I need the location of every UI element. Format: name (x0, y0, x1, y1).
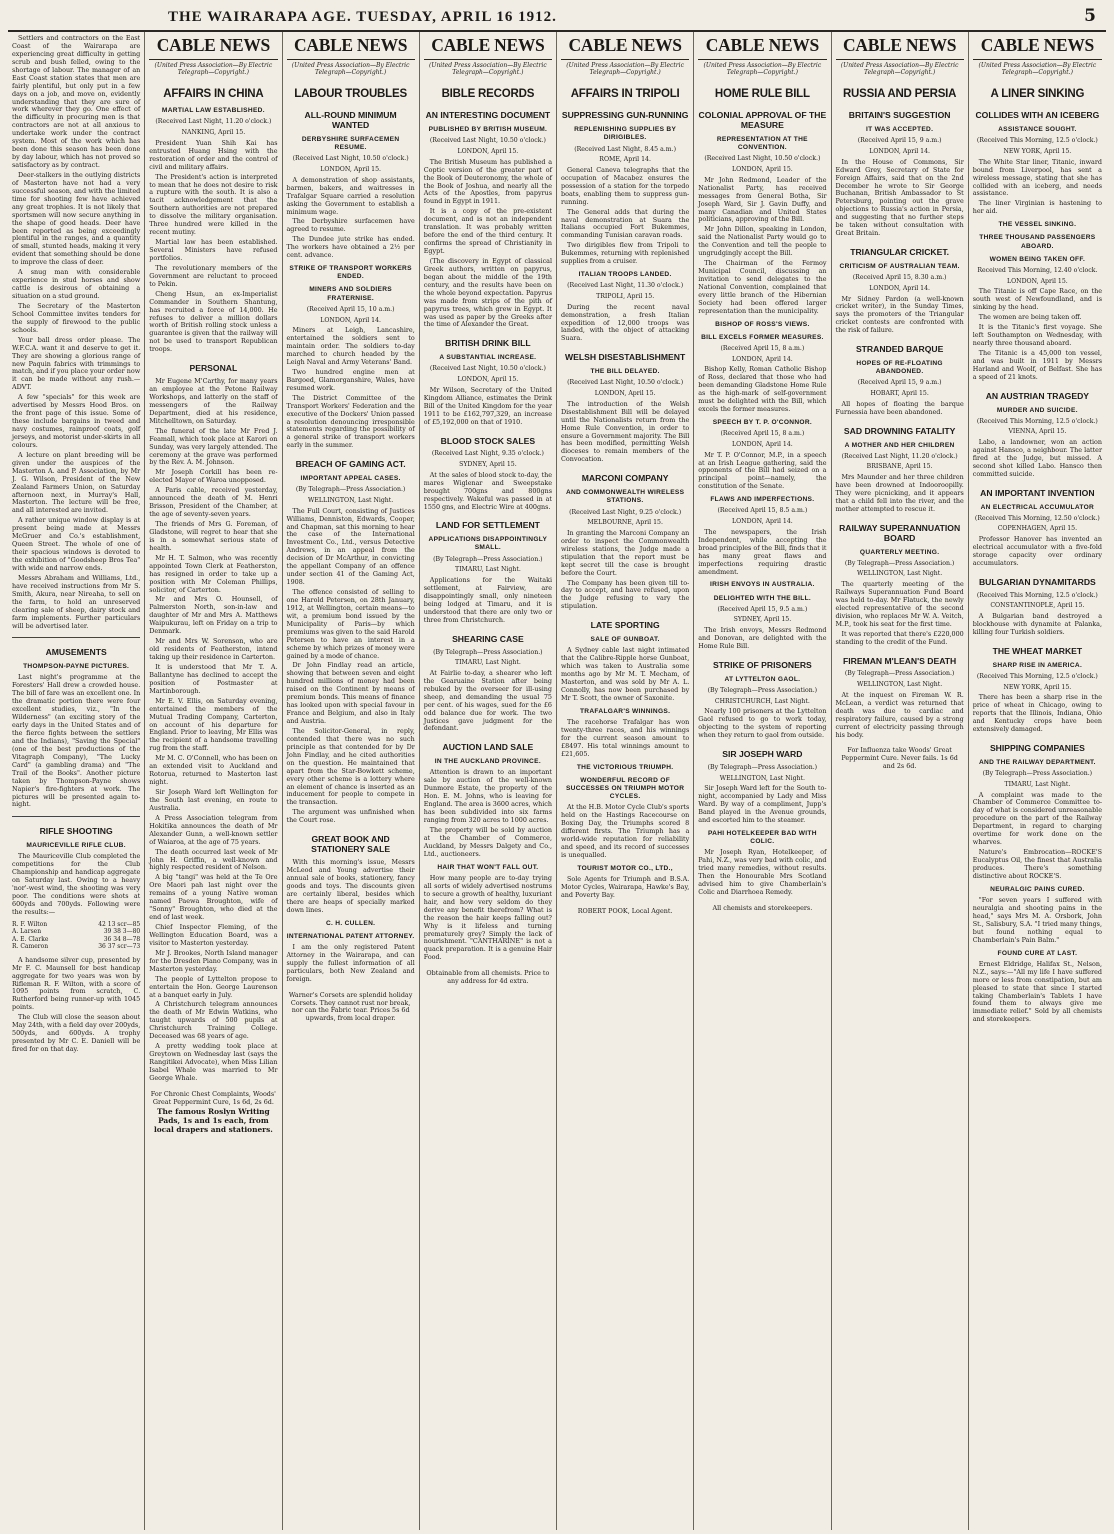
paragraph: The Secretary of the Masterton School Committee invites tenders for the supply of firewood to the public schools. (12, 301, 141, 334)
received-line: (Received Last Night, 10.50 o'clock.) (429, 365, 546, 373)
masthead (8, 6, 1106, 32)
subheading: A SUBSTANTIAL INCREASE. (439, 354, 537, 362)
paragraph: Ernest Eldridge, Halifax St., Nelson, N.Z., says:—"All my life I have suffered more or less from constipation, but am pleased to state that since I started taking Chamberlain's Tablets I have found them to always give me immediate relief." Sold by all chemists and storekeepers. (972, 959, 1102, 1024)
subheading: DERBYSHIRE SURFACEMEN RESUME. (301, 136, 400, 152)
paragraph: Two hundred engine men at Bargoed, Glamorganshire, Wales, have resumed work. (286, 367, 415, 392)
received-line: Received This Morning, 12.40 o'clock. (977, 266, 1098, 274)
received-line: (Received April 15, 9 a.m.) (857, 137, 942, 145)
columns (8, 32, 1106, 1530)
subheading: APPLICATIONS DISAPPOINTINGLY SMALL. (428, 536, 548, 552)
paragraph: The Chairman of the Fermoy Municipal Council, discussing an invitation to send delegates to the National Convention, complained that every little branch of the Hibernian Society had been offered larger representation than the municipality. (698, 259, 827, 315)
subheading: TOURIST MOTOR CO., LTD., (577, 864, 673, 872)
dateline: SYDNEY, April 15. (733, 616, 792, 624)
subheading: STRIKE OF TRANSPORT WORKERS ENDED. (289, 265, 412, 281)
section-heading: WELSH DISESTABLISHMENT (565, 352, 686, 363)
paragraph: It was reported that there's £220,000 standing to the credit of the Fund. (835, 629, 964, 646)
article-headline: HOME RULE BILL (714, 88, 810, 101)
subheading: FOUND CURE AT LAST. (997, 949, 1078, 957)
paragraph: The death occurred last week of Mr John H. Griffin, a well-known and highly respected resident of Nelson. (149, 847, 278, 872)
article-headline: BIBLE RECORDS (441, 88, 535, 101)
paragraph: The Mauriceville Club completed the competitions for the Club Championship and handicap aggregate on Saturday last. Owing to a heavy 'nor'-west wind, the shooting was very poor. The conditions were shots at 600yds and 700yds. Following were the results:— (12, 852, 141, 917)
paragraph: A Sydney cable last night intimated that the Calibre-Ripple horse Gunboat, which was taken to Australia some months ago by Mr M. T. Mecham, of Masterton, and was sold by Mr A. L. Connolly, has now been purchased by Mr T. Scott, the owner of Saxonite. (561, 646, 690, 702)
paragraph: The newspapers, the Irish Independent, while accepting the broad principles of the Bill, finds that it has many great flaws and imperfections requiring drastic amendment. (698, 527, 827, 576)
paragraph: It is the Titanic's first voyage. She left Southampton on Wednesday, with nearly three thousand aboard. (972, 323, 1102, 347)
paragraph: The Dundee jute strike has ended. The workers have obtained a 2½ per cent. advance. (286, 235, 415, 260)
paragraph: The friends of Mrs G. Foreman, of Gladstone, will regret to hear that she is in a somewhat serious state of health. (149, 520, 278, 552)
dateline: TIMARU, Last Night. (454, 566, 521, 574)
paragraph: The liner Virginian is hastening to her aid. (972, 199, 1102, 216)
paragraph: Dr John Findlay read an article, showing that between seven and eight hundred millions of money had been raised on the Continent by means of premium bonds. This means of finance has looked upon with special favour in France and Belgium, and also in Italy and Austria. (286, 661, 415, 726)
received-line: (Received Last Night, 11.20 o'clock.) (155, 118, 272, 126)
section-heading: AMUSEMENTS (45, 647, 107, 658)
subheading: CRITICISM OF AUSTRALIAN TEAM. (839, 262, 960, 270)
section-heading: RIFLE SHOOTING (39, 826, 113, 837)
cable-news-banner: CABLE NEWS (836, 35, 964, 60)
subheading: HOPES OF RE-FLOATING ABANDONED. (856, 360, 943, 376)
received-line: (Received Last Night, 11.30 o'clock.) (567, 282, 684, 290)
paragraph: In the House of Commons, Sir Edward Grey, Secretary of State for Foreign Affairs, said that on the 2nd December he wrote to Sir George Buchanan, British Ambassador to St Petersburg, pointing out the grave objections to Russia's action in Persia, and suggesting that no further steps be taken without consultation with Great Britain. (835, 157, 964, 238)
subheading: IRISH ENVOYS IN AUSTRALIA. (710, 581, 815, 589)
paragraph: The people of Lyttelton propose to entertain the Hon. George Laurenson at a banquet early in July. (149, 974, 278, 999)
paragraph: Mr H. T. Salmon, who was recently appointed Town Clerk at Featherston, has resigned in order to take up a position with Mr Coleman Phillips, solicitor, of Carterton. (149, 553, 278, 594)
section-heading: GREAT BOOK AND STATIONERY SALE (311, 834, 391, 855)
section-heading: PERSONAL (189, 363, 238, 374)
subheading: SPEECH BY T. P. O'CONNOR. (712, 419, 813, 427)
paragraph: All hopes of floating the barque Furnessia have been abandoned. (835, 399, 964, 416)
paragraph: Mr John Redmond, Leader of the Nationalist Party, has received messages from General Botha, Sir Joseph Ward, Sir J. Gavin Duffy, and many Canadian and United States politicians, approving of the Bill. (698, 175, 827, 224)
paragraph: The Club will close the season about May 24th, with a field day over 200yds, 500yds, and 600yds. A trophy presented by Mr C. E. Daniell will be fired for on that day. (12, 1013, 141, 1054)
section-heading: LATE SPORTING (590, 620, 660, 631)
dateline: LONDON, April 14. (320, 316, 381, 324)
paragraph: Applications for the Waitaki settlement, at Fairview, are disappointingly small, only nineteen being lodged at Timaru, and it is understood that there are only two or three from Christchurch. (423, 576, 552, 624)
subheading: THE VICTORIOUS TRIUMPH. (576, 763, 674, 771)
article-headline: RUSSIA AND PERSIA (842, 88, 957, 101)
paragraph: A rather unique window display is at present being made at Messrs McGruer and Co.'s establishment, Queen Street. The whole of one of their spacious windows is devoted to the exhibition of "Goodsheep Bros Tea" with wide and narrow ends. (12, 516, 141, 572)
section-heading: THE WHEAT MARKET (992, 645, 1083, 656)
paragraph: The British Museum has published a Coptic version of the greater part of the Book of Deuteronomy, the whole of the Book of Joshua, and nearly all the Acts of the Apostles, from papyrus found in Egypt in 1911. (423, 157, 552, 206)
paragraph: President Yuan Shih Kai has entrusted Huang Hsing with the restoration of order and the control of civil and military affairs. (149, 138, 278, 171)
dateline: LONDON, April 15. (732, 166, 793, 174)
cable-news-banner: CABLE NEWS (287, 35, 415, 60)
paragraph: Mr and Mrs O. Hounsell, of Palmerston North, son-in-law and daughter of Mr and Mrs A. Matthews Waipukurau, left on Friday on a trip to Denmark. (149, 595, 278, 636)
press-credit: (United Press Association—By Electric Telegraph—Copyright.) (429, 61, 547, 76)
subheading: MURDER AND SUICIDE. (996, 406, 1078, 414)
divider (12, 816, 140, 817)
section-heading: AN INTERESTING DOCUMENT (425, 110, 551, 121)
paragraph: The Solicitor-General, in reply, contended that there was no such principle as that contended for by Dr John Findlay, and he cited authorities on the question. He maintained that apart from the Star-Bowkett scheme, every other scheme is a lottery where an element of chance is inserted as an inducement for people to compete in the transaction. (286, 726, 415, 807)
received-line: (Received This Morning, 12.50 o'clock.) (974, 514, 1100, 522)
section-heading: COLONIAL APPROVAL OF THE MEASURE (698, 110, 827, 131)
paragraph: The revolutionary members of the Government are reluctant to proceed to Pekin. (149, 263, 278, 288)
paragraph: Mr T. P. O'Connor, M.P., in a speech at an Irish League gathering, said the opponents of the Bill had seized on a principal point—namely, the constitution of the Senate. (698, 450, 827, 491)
masthead-title: THE WAIRARAPA AGE. TUESDAY, APRIL 16 1912. (168, 9, 557, 25)
column-8 (969, 32, 1106, 1530)
paragraph: A handsome silver cup, presented by Mr F. C. Maunsell for best handicap aggregate for two years was won by Rifleman R. F. Wilton, with a score of 1095 points from scratch, C. Rutherford being runner-up with 1045 points. (12, 955, 141, 1012)
subheading: BILL EXCELS FORMER MEASURES. (701, 333, 824, 341)
received-line: (Received Last Night, 10.50 o'clock.) (292, 155, 409, 163)
paragraph: The Company has been given till to-day to accept, and have refused, upon the Judge refusing to vary the stipulation. (561, 578, 690, 611)
subheading: WOMEN BEING TAKEN OFF. (989, 255, 1086, 263)
press-credit: (United Press Association—By Electric Telegraph—Copyright.) (978, 61, 1097, 76)
subheading: THE VESSEL SINKING. (998, 221, 1077, 229)
subheading: AT LYTTELTON GAOL. (724, 675, 801, 683)
paragraph: Mr Wilson, Secretary of the United Kingdom Alliance, estimates the Drink Bill of the United Kingdom for the year 1911 to be £162,797,329, an increase of £5,192,000 on that of 1910. (423, 385, 552, 426)
paragraph: A lecture on plant breeding will be given under the auspices of the Masterton A. and P. Association, by Mr J. G. Wilson, President of the New Zealand Farmers Union, on Saturday afternoon next, in Murray's Hall, Masterton. The lecture will be free, and all interested are invited. (12, 450, 141, 515)
advertisement: For Chronic Chest Complaints, Woods' Great Peppermint Cure, 1s 6d, 2s 6d. The famous Roslyn Writing Pads, 1s and 1s each, from local drapers and stationers. (150, 1089, 276, 1135)
subheading: PAHI HOTELKEEPER BAD WITH COLIC. (707, 830, 817, 846)
subheading: IMPORTANT APPEAL CASES. (300, 475, 401, 483)
section-heading: BREACH OF GAMING ACT. (295, 459, 406, 470)
score-table (12, 921, 140, 951)
section-heading: BRITISH DRINK BILL (445, 338, 531, 349)
advertisement: Warner's Corsets are splendid holiday Corsets. They cannot rust nor break, nor can the Fabric tear. Prices 5s 6d upwards, from local draper. (288, 990, 413, 1023)
paragraph: Mr J. Brookes, North Island manager for the Dresden Piano Company, was in Masterton yesterday. (149, 948, 278, 973)
dateline: NEW YORK, April 15. (1003, 683, 1072, 691)
paragraph: The argument was unfinished when the Court rose. (286, 808, 415, 825)
subheading: REPLENISHING SUPPLIES BY DIRIGIBLES. (574, 126, 677, 142)
article-headline: AFFAIRS IN TRIPOLI (570, 88, 680, 101)
paragraph: With this morning's issue, Messrs McLeod and Young advertise their annual sale of books, stationery, fancy goods and toys. The discounts given are certainly liberal, besides which there are heaps of specially marked down lines. (286, 857, 415, 914)
section-heading: AN AUSTRIAN TRAGEDY (985, 390, 1090, 401)
cable-news-banner: CABLE NEWS (424, 35, 552, 60)
dateline: BRISBANE, April 15. (866, 463, 933, 471)
dateline: LONDON, April 14. (732, 518, 793, 526)
dateline: NEW YORK, April 15. (1003, 148, 1072, 156)
section-heading: FIREMAN M'LEAN'S DEATH (842, 655, 957, 666)
paragraph: The Full Court, consisting of Justices Williams, Denniston, Edwards, Cooper, and Chapman, sat this morning to hear the case of the International Investment Co., Ltd., versus Detective Andrews, in an appeal from the decision of Dr McArthur, in convicting the appellant Company of an offence under section 41 of the Gaming Act, 1908. (286, 506, 415, 587)
paragraph: A big "tangi" was held at the Te Ore Ore Maori pah last night over the remains of a young Native woman named Paewa Broughton, wife of "Sonny" Broughton, who died at the end of last week. (149, 873, 278, 922)
press-credit: (United Press Association—By Electric Telegraph—Copyright.) (154, 61, 273, 76)
paragraph: Mr and Mrs W. Sorenson, who are old residents of Featherston, intend taking up their residence in Carterton. (149, 637, 278, 662)
press-credit: (United Press Association—By Electric Telegraph—Copyright.) (703, 61, 822, 76)
dateline: LONDON, April 14. (869, 148, 930, 156)
paragraph: At the sales of blood stock to-day, the mares Wiglenar and Sweepstake brought 700gns and 800gns respectively. Wakeful was passed in at 1550 gns, and Electric Wire at 400gns. (423, 470, 552, 511)
press-credit: (United Press Association—By Electric Telegraph—Copyright.) (291, 61, 410, 76)
paragraph: The Irish envoys, Messrs Redmond and Donovan, are delighted with the Home Rule Bill. (698, 626, 827, 651)
advertisement: All chemists and storekeepers. (712, 904, 813, 913)
paragraph: It is understood that Mr T. A. Ballantyne has declined to accept the position of Postmaster at Martinborough. (149, 662, 278, 695)
paragraph: Mr Joseph Corkill has been re-elected Mayor of Waroa unopposed. (149, 468, 278, 485)
dateline: LONDON, April 14. (732, 440, 793, 448)
section-heading: AUCTION LAND SALE (442, 742, 534, 753)
section-heading: SHEARING CASE (452, 633, 524, 644)
section-heading: RAILWAY SUPERANNUATION BOARD (839, 522, 961, 543)
subheading: THE BILL DELAYED. (590, 368, 660, 376)
paragraph: Nearly 100 prisoners at the Lyttelton Gaol refused to go to work today, objecting to the system of reporting when they return to gaol from outside. (698, 707, 827, 740)
paragraph: The women are being taken off. (978, 313, 1082, 322)
paragraph: Professor Hanover has invented an electrical accumulator with a five-fold storage capacity over ordinary accumulators. (972, 535, 1102, 567)
subheading: A MOTHER AND HER CHILDREN (844, 441, 955, 449)
received-line: (Received Last Night, 9.25 o'clock.) (569, 508, 682, 516)
subheading: INTERNATIONAL PATENT ATTORNEY. (286, 932, 415, 940)
paragraph: Mr E. V. Ellis, on Saturday evening, entertained the members of the Mutual Trading Company, Carterton, on account of his departure for England. Prior to leaving, Mr Ellis was the recipient of a handsome travelling rug from the staff. (149, 696, 278, 753)
paragraph: Nature's Embrocation—ROCKE'S Eucalyptus Oil, the finest that Australia produces. There's something distinctive about ROCKE'S. (972, 848, 1102, 880)
received-line: (Received April 15, 8.30 a.m.) (852, 274, 947, 282)
cable-news-banner: CABLE NEWS (973, 35, 1102, 60)
score-row: R. F. Wilton 42 13 scr—85 (12, 920, 141, 928)
subheading: MARTIAL LAW ESTABLISHED. (161, 107, 265, 115)
paragraph: There has been a sharp rise in the price of wheat in Chicago, owing to reports that the Illinois, Indiana, Ohio and Kentucky crops have been extensively damaged. (972, 693, 1102, 734)
received-line: (Received Last Night, 10.50 o'clock.) (429, 137, 546, 145)
dateline: VIENNA, April 15. (1008, 428, 1067, 436)
paragraph: The White Star liner, Titanic, inward bound from Liverpool, has sent a wireless message, stating that she has collided with an iceberg, and needs assistance. (972, 157, 1102, 198)
paragraph: A Paris cable, received yesterday, announced the death of M. Henri Brisson, President of the Chamber, at the age of seventy-seven years. (149, 486, 278, 519)
paragraph: The property will be sold by auction at the Chamber of Commerce, Auckland, by Messrs Dalgety and Co., Ltd., auctioneers. (423, 826, 552, 858)
received-line: (Received Last Night, 8.45 a.m.) (574, 145, 676, 153)
paragraph: The funeral of the late Mr Fred J. Feamall, which took place at Karori on Sunday, was very largely attended. The ceremony at the grave was performed by the Rev. A. M. Johnson. (149, 426, 278, 467)
paragraph: A Bulgarian band destroyed a blockhouse with dynamite at Palanka, killing four Turkish soldiers. (972, 612, 1102, 637)
subheading: HAIR THAT WON'T FALL OUT. (437, 863, 539, 871)
paragraph: Sir Joseph Ward left for the South to-night, accompanied by Lady and Miss Ward. By way of a compliment, Jupp's Band played in the Avenue grounds, and escorted him to the steamer. (698, 784, 827, 825)
subheading: AN ELECTRICAL ACCUMULATOR (980, 503, 1095, 511)
received-line: (By Telegraph—Press Association.) (844, 670, 955, 678)
paragraph: Deer-stalkers in the outlying districts of Masterton have not had a very successful season, and with the limited time for shooting few have achieved any great trophies. It is not likely that sportsmen will now secure anything in the shape of good heads. Deer have been reported as being exceedingly plentiful in the ranges, and a quantity of small, stunted heads, making it very evident that something should be done to improve the class of deer. (12, 170, 141, 267)
paragraph: Mr Sidney Pardon (a well-known cricket writer), in the Sunday Times, says the promoters of the Triangular cricket contests are confronted with the risk of failure. (835, 294, 964, 335)
paragraph: A complaint was made to the Chamber of Commerce Committee to-day of what is considered unreasonable procedure on the part of the Railway Department, in regard to charging overtime for work done on the wharves. (972, 790, 1102, 847)
paragraph: The Titanic is off Cape Race, on the south west of Newfoundland, and is sinking by the head. (972, 287, 1102, 312)
paragraph: In granting the Marconi Company an order to inspect the Commonwealth wireless stations, the Judge made a stipulation that the report must be kept secret till the case is brought before the Court. (561, 528, 690, 577)
paragraph: Attention is drawn to an important sale by auction of the well-known Dunmore Estate, the property of the Hon. E. M. Johns, who is leaving for England. The area is 3600 acres, which has been subdivided into six farms ranging from 320 acres to 1000 acres. (423, 768, 552, 825)
column-2 (145, 32, 282, 1530)
paragraph: How many people are to-day trying all sorts of widely advertised nostrums to secure a growth of healthy, luxuriant hair, and how very seldom do they derive any benefit therefrom? What is the reason the hair keeps falling out? Why is it lifeless and turning prematurely grey? Simply the lack of nourishment. "CANTHARINE" is not a quack preparation. It is a genuine Hair Food. (423, 873, 552, 962)
paragraph: Last night's programme at the Foresters' Hall drew a crowded house. The bill of fare was an excellent one. In the dramatic portion there were four excellent studies, viz., "In the Wilderness" (an exciting story of the early days in the United States and of the fierce fights between the settlers and the Indians), "Saving the Special" (one of the best productions of the Vitagraph Company), "The Lucky Card" (a gambling drama) and "The Trail of the Books". Another picture taken by Thompson-Payne shows Napier's fire-fighters at work. The pictures will be presented again to-night. (12, 673, 141, 809)
paragraph: Mr M. C. O'Connell, who has been on an extended visit to Auckland and Rotorua, returned to Masterton last night. (149, 754, 278, 787)
subheading: MAURICEVILLE RIFLE CLUB. (26, 842, 126, 850)
divider (12, 637, 140, 638)
paragraph: At the H.B. Motor Cycle Club's sports held on the Hastings Racecourse on Boxing Day, the Triumphs scored 8 different firsts. The Triumph has a world-wide reputation for reliability and speed, and its record of successes is unequalled. (561, 803, 690, 860)
received-line: (Received April 15, 10 a.m.) (306, 305, 395, 313)
received-line: (Received This Morning, 12.5 o'clock.) (976, 673, 1098, 681)
dateline: WELLINGTON, Last Night. (719, 774, 805, 782)
paragraph: (The discovery in Egypt of classical Greek authors, written on papyrus, began about the middle of the 19th century, and the results have been on the whole beyond expectation. Papyrus was made from strips of the pith of papyrus trees, which grew in Egypt. It was used as paper by the Greeks after the time of Alexander the Great. (423, 256, 552, 329)
paragraph: The racehorse Trafalgar has won twenty-three races, and his winnings for the current season amount to £8497. His total winnings amount to £21,605. (561, 718, 690, 758)
paragraph: Sir Joseph Ward left Wellington for the South last evening, en route to Australia. (149, 788, 278, 812)
dateline: LONDON, April 15. (457, 148, 519, 156)
paragraph: Mr Eugene M'Carthy, for many years an employee at the Petone Railway Workshops, and latterly on the staff of messengers of the Railway Department, died at his residence, Mitchelltown, on Saturday. (149, 377, 278, 425)
score-row: R. Cameron 36 37 scr—73 (12, 943, 141, 951)
received-line: (Received April 15, 8.5 a.m.) (717, 507, 808, 515)
received-line: (Received April 15, 9.5 a.m.) (717, 605, 808, 613)
section-heading: ALL-ROUND MINIMUM WANTED (304, 110, 397, 131)
dateline: CHRISTCHURCH, Last Night. (714, 697, 810, 705)
subheading: MINERS AND SOLDIERS FRATERNISE. (309, 286, 392, 302)
paragraph: During the recent naval demonstration, a fresh Italian expedition of 12,000 troops was landed, with the object of attacking Suara. (561, 302, 690, 343)
dateline: NANKING, April 15. (181, 129, 246, 137)
received-line: (By Telegraph—Press Association.) (982, 770, 1093, 778)
subheading: THOMPSON-PAYNE PICTURES. (23, 663, 130, 671)
section-heading: COLLIDES WITH AN ICEBERG (975, 110, 1100, 121)
article-headline: A LINER SINKING (990, 88, 1085, 101)
paragraph: A Press Association telegram from Hokitika announces the death of Mr Alexander Gunn, a well-known settler of Waiaroa, at the age of 75 years. (149, 813, 278, 846)
subheading: ITALIAN TROOPS LANDED. (578, 271, 672, 279)
paragraph: "For seven years I suffered with neuralgia and shooting pains in the head," says Mrs M. A. Orsbork, John St., Salisbury, S.A. "I tried many things, but found nothing equal to Chamberlain's Pain Balm." (972, 896, 1102, 944)
received-line: (By Telegraph—Press Association.) (707, 687, 818, 695)
paragraph: Bishop Kelly, Roman Catholic Bishop of Ross, declared that those who had been demanding Gladstone Home Rule as the high-mark of self-government must be delighted with the Bill, which excels the former measures. (698, 365, 827, 414)
paragraph: Settlers and contractors on the East Coast of the Wairarapa are experiencing great difficulty in getting scrub and bush felled, owing to the shortage of labour. The manager of an East Coast station states that men are fairly plentiful, but only put in a few days on a job, and move on, evidently understanding that they are sure of work wherever they go. One effect of the difficulty in procuring men is that contractors are not at all anxious to undertake work under the contract system. Most of the work which has been done this season has been done by day labour, which has not proved so satisfactory as by contract. (12, 34, 141, 169)
paragraph: The District Committee of the Transport Workers' Federation and the executive of the Dockers' Union passed a resolution denouncing irresponsible statements regarding the possibility of a general strike of transport workers early in the summer. (286, 393, 415, 450)
paragraph: Mr Joseph Ryan, Hotelkeeper, of Pahi, N.Z., was very bad with colic, and tried many remedies, without results. Then the Honourable Mrs Scotland advised him to give Chamberlain's Colic and Diarrhoea Remedy. (698, 848, 827, 897)
paragraph: The quarterly meeting of the Railways Superannuation Fund Board was held to-day. Mr Flatuck, the newly elected representative of the second division, who replaces Mr W. A. Veitch, M.P., took his seat for the first time. (835, 580, 964, 628)
received-line: (Received This Morning, 12.5 o'clock.) (976, 417, 1098, 425)
subheading: AND COMMONWEALTH WIRELESS STATIONS. (565, 489, 685, 505)
subheading: SHARP RISE IN AMERICA. (992, 661, 1083, 669)
received-line: (Received Last Night, 11.20 o'clock.) (841, 452, 958, 460)
dateline: WELLINGTON, Last Night. (856, 570, 943, 578)
paragraph: A pretty wedding took place at Greytown on Wednesday last (says the Rangitikei Advocate), when Miss Lilian Isabel Whale was married to Mr George Whale. (149, 1042, 278, 1082)
cable-news-banner: CABLE NEWS (698, 35, 826, 60)
received-line: (Received Last Night, 9.35 o'clock.) (431, 450, 544, 458)
column-5 (557, 32, 694, 1530)
subheading: FLAWS AND IMPERFECTIONS. (710, 496, 815, 504)
paragraph: A snug man with considerable experience in stud horses and show cattle is desirous of obtaining a situation on a stud ground. (12, 268, 141, 300)
score-row: A. E. Clarke 36 34 8—78 (12, 935, 141, 943)
dateline: WELLINGTON, Last Night. (856, 681, 943, 689)
dateline: HOBART, April 15. (870, 390, 929, 398)
subheading: BISHOP OF ROSS'S VIEWS. (715, 320, 810, 328)
advertisement: For Influenza take Woods' Great Peppermint Cure. Never fails. 1s 6d and 2s 6d. (841, 746, 958, 771)
dateline: LONDON, April 14. (869, 284, 930, 292)
paragraph: General Caneva telegraphs that the occupation of Macabez ensures the possession of a station for the torpedo boats, enabling them to suppress gun-running. (561, 165, 690, 206)
dateline: LONDON, April 15. (320, 166, 381, 174)
dateline: LONDON, April 14. (732, 355, 793, 363)
received-line: (Received Last Night, 10.50 o'clock.) (567, 379, 684, 387)
dateline: TRIPOLI, April 15. (596, 292, 655, 300)
subheading: THREE THOUSAND PASSENGERS ABOARD. (979, 234, 1096, 250)
dateline: WELLINGTON, Last Night. (307, 496, 394, 504)
received-line: (Received This Morning, 12.5 o'clock.) (976, 591, 1098, 599)
article-headline: AFFAIRS IN CHINA (163, 88, 264, 101)
subheading: REPRESENTATION AT THE CONVENTION. (716, 136, 808, 152)
paragraph: I am the only registered Patent Attorney in the Wairarapa, and can supply the fullest information of all particulars, both New Zealand and foreign. (286, 942, 415, 983)
received-line: (By Telegraph—Press Association.) (433, 555, 543, 563)
paragraph: Miners at Leigh, Lancashire, entertained the soldiers sent to maintain order. The soldiers to-day marched to church headed by the Leigh Naval and Army Veterans' Band. (286, 326, 415, 366)
section-heading: BULGARIAN DYNAMITARDS (978, 576, 1096, 587)
column-3 (283, 32, 420, 1530)
section-heading: SHIPPING COMPANIES (989, 743, 1085, 754)
dateline: LONDON, April 15. (1007, 277, 1068, 285)
paragraph: A demonstration of shop assistants, barmen, bakers, and waitresses in Trafalgar Square carried a resolution asking the Government to establish a minimum wage. (286, 175, 415, 216)
section-heading: AN IMPORTANT INVENTION (980, 487, 1095, 498)
subheading: AND THE RAILWAY DEPARTMENT. (978, 758, 1096, 766)
dateline: ROME, April 14. (599, 156, 651, 164)
advertisement: Obtainable from all chemists. Price to any address for 4d extra. (426, 969, 550, 986)
paragraph: A Christchurch telegram announces the death of Mr Edwin Watkins, who taught upwards of 500 pupils at Christchurch Training College. Deceased was 68 years of age. (149, 1000, 278, 1041)
cable-news-banner: CABLE NEWS (149, 35, 277, 60)
paragraph: Chief Inspector Fleming, of the Wellington Education Board, was a visitor to Masterton yesterday. (149, 923, 278, 947)
paragraph: A few "specials" for this week are advertised by Messrs Hood Bros. on the front page of this issue. Some of these include bargains in tweed and navy costumes, rainproof coats, golf jerseys, and motorist under-skirts in all colours. (12, 393, 141, 449)
paragraph: The General adds that during the naval demonstration at Suara the Italians occupied Fort Bukemmes, commanding Tunisian caravan roads. (561, 207, 690, 240)
received-line: (By Telegraph—Press Association.) (844, 559, 955, 567)
dateline: LONDON, April 15. (594, 390, 656, 398)
section-heading: LAND FOR SETTLEMENT (435, 520, 540, 531)
subheading: ASSISTANCE SOUGHT. (998, 126, 1077, 134)
paragraph: The offence consisted of selling to one Harold Petersen, on 28th January, 1912, at Wellington, certain means—to wit, a premium bond issued by the Municipality of Paris—by which premiums was given to the said Harold Petersen to have an interest in a scheme by which prizes of money were gained by a mode of chance. (286, 588, 415, 660)
section-heading: STRANDED BARQUE (855, 344, 944, 355)
paragraph: The Derbyshire surfacemen have agreed to resume. (286, 217, 415, 234)
received-line: (Received April 15, 8 a.m.) (720, 345, 805, 353)
section-heading: BRITAIN'S SUGGESTION (848, 110, 951, 121)
paragraph: Cheng Hsun, an ex-Imperialist Commander in Southern Shantung, has recruited a force of 14,000. He refuses to deliver a million dollars worth of British rolling stock unless a guarantee is given that the railway will not be used to transport Republican troops. (149, 289, 278, 354)
column-7 (832, 32, 969, 1530)
subheading: SALE OF GUNBOAT. (590, 636, 660, 644)
advertisement: ROBERT POOK, Local Agent. (577, 906, 673, 915)
paragraph: At Fairlie to-day, a shearer who left the Gearuaine Station after being rebuked by the overseer for ill-using sheep, and demanding the usual 75 per cent. of his wages, sued for the £6 odd balance due for work. The two Justices gave judgment for the defendant. (423, 668, 552, 733)
dateline: CONSTANTINOPLE, April 15. (990, 602, 1085, 610)
section-heading: TRIANGULAR CRICKET. (850, 247, 950, 258)
subheading: DELIGHTED WITH THE BILL. (713, 594, 812, 602)
received-line: (By Telegraph—Press Association.) (707, 764, 818, 772)
received-line: (Received This Morning, 12.5 o'clock.) (976, 137, 1098, 145)
paragraph: Mr John Dillon, speaking in London, said the Nationalist Party would go to the Convention and tell the people to ungrudgingly accept the Bill. (698, 225, 827, 258)
section-heading: SUPPRESSING GUN-RUNNING (561, 110, 689, 121)
dateline: SYDNEY, April 15. (459, 461, 517, 469)
paragraph: Martial law has been established. Several Ministers have refused portfolios. (149, 238, 278, 262)
section-heading: BLOOD STOCK SALES (440, 435, 536, 446)
subheading: WONDERFUL RECORD OF SUCCESSES ON TRIUMPH MOTOR CYCLES. (565, 776, 685, 801)
subheading: IT WAS ACCEPTED. (866, 126, 934, 134)
paragraph: At the inquest on Fireman W. R. McLean, a verdict was returned that death was due to cardiac and respiratory failure, caused by a strong current of electricity passing through his body. (835, 690, 964, 739)
column-4 (420, 32, 557, 1530)
paragraph: Mrs Maunder and her three children have been drowned at Indooroopilly. They were picnicking, and it appears that a child fell into the river, and the mother attempted to rescue it. (835, 473, 964, 513)
section-heading: SIR JOSEPH WARD (722, 749, 803, 760)
received-line: (By Telegraph—Press Association.) (433, 648, 543, 656)
dateline: TIMARU, Last Night. (454, 659, 521, 667)
article-headline: LABOUR TROUBLES (294, 88, 407, 101)
paragraph: Labo, a landowner, won an action against Hansco, a neighbour. The latter fired at the Judge, but missed. A second shot killed Labo. Hansco then committed suicide. (972, 438, 1102, 478)
press-credit: (United Press Association—By Electric Telegraph—Copyright.) (840, 61, 959, 76)
subheading: C. H. CULLEN. (325, 919, 376, 927)
paragraph: Two dirigibles flew from Tripoli to Bukemmes, returning with replenished supplies from a cruiser. (561, 241, 690, 266)
paragraph: Messrs Abraham and Williams, Ltd., have received instructions from Mr S. Smith, Akura, near Nireaha, to sell on the farm, to hold an unreserved clearing sale of sheep, dairy stock and farm implements. Further particulars will be advertised later. (12, 573, 141, 630)
paragraph: It is a copy of the pre-existent document, and is not an independent translation. It was probably written before the end of the third century. It confirms the spread of Christianity in Egypt. (423, 207, 552, 256)
subheading: NEURALGIC PAINS CURED. (990, 885, 1085, 893)
received-line: (Received Last Night, 10.50 o'clock.) (704, 155, 821, 163)
subheading: QUARTERLY MEETING. (859, 548, 940, 556)
column-6 (694, 32, 831, 1530)
received-line: (By Telegraph—Press Association.) (295, 486, 406, 494)
paragraph: The President's action is interpreted to mean that he does not desire to risk a rupture with the south. It is also a tacit acknowledgement that the Southern authorities are not prepared to dissolve the military organisation. Three hundred were killed in the recent mutiny. (149, 172, 278, 237)
press-credit: (United Press Association—By Electric Telegraph—Copyright.) (566, 61, 684, 76)
score-row: A. Larsen 39 38 3—80 (12, 928, 141, 936)
section-heading: STRIKE OF PRISONERS (712, 659, 812, 670)
received-line: (Received April 15, 9 a.m.) (857, 379, 942, 387)
column-1 (8, 32, 145, 1530)
paragraph: The Titanic is a 45,000 ton vessel, and was built in 1911 by Messrs Harland and Woolf, of Belfast. She has a speed of 21 knots. (972, 348, 1102, 381)
dateline: MELBOURNE, April 15. (587, 519, 663, 527)
received-line: (Received April 15, 8 a.m.) (720, 430, 805, 438)
paragraph: The introduction of the Welsh Disestablishment Bill will be delayed until the Nationalists return from the Home Rule Convention, in order to ensure a Government majority. The Bill has been modified, permitting Welsh dioceses to remain members of the Convocation. (561, 399, 690, 464)
page-number: 5 (1084, 6, 1096, 26)
dateline: TIMARU, Last Night. (1004, 780, 1071, 788)
cable-news-banner: CABLE NEWS (561, 35, 689, 60)
subheading: TRAFALGAR'S WINNINGS. (579, 707, 671, 715)
dateline: COPENHAGEN, April 15. (997, 525, 1078, 533)
section-heading: SAD DROWNING FATALITY (843, 425, 956, 436)
subheading: IN THE AUCKLAND PROVINCE. (434, 758, 541, 766)
paragraph: Your ball dress order please. The W.F.C.A. want it and deserve to get it. They are showing a glorious range of new Paquin fabrics with trimmings to match, and if you place your order now it can be made without any rush.—ADVT. (12, 335, 141, 392)
paragraph: Sole Agents for Triumph and B.S.A. Motor Cycles, Wairarapa, Hawke's Bay, and Poverty Bay. (561, 875, 690, 900)
subheading: PUBLISHED BY BRITISH MUSEUM. (428, 126, 548, 134)
dateline: LONDON, April 15. (457, 376, 519, 384)
section-heading: MARCONI COMPANY (581, 473, 669, 484)
